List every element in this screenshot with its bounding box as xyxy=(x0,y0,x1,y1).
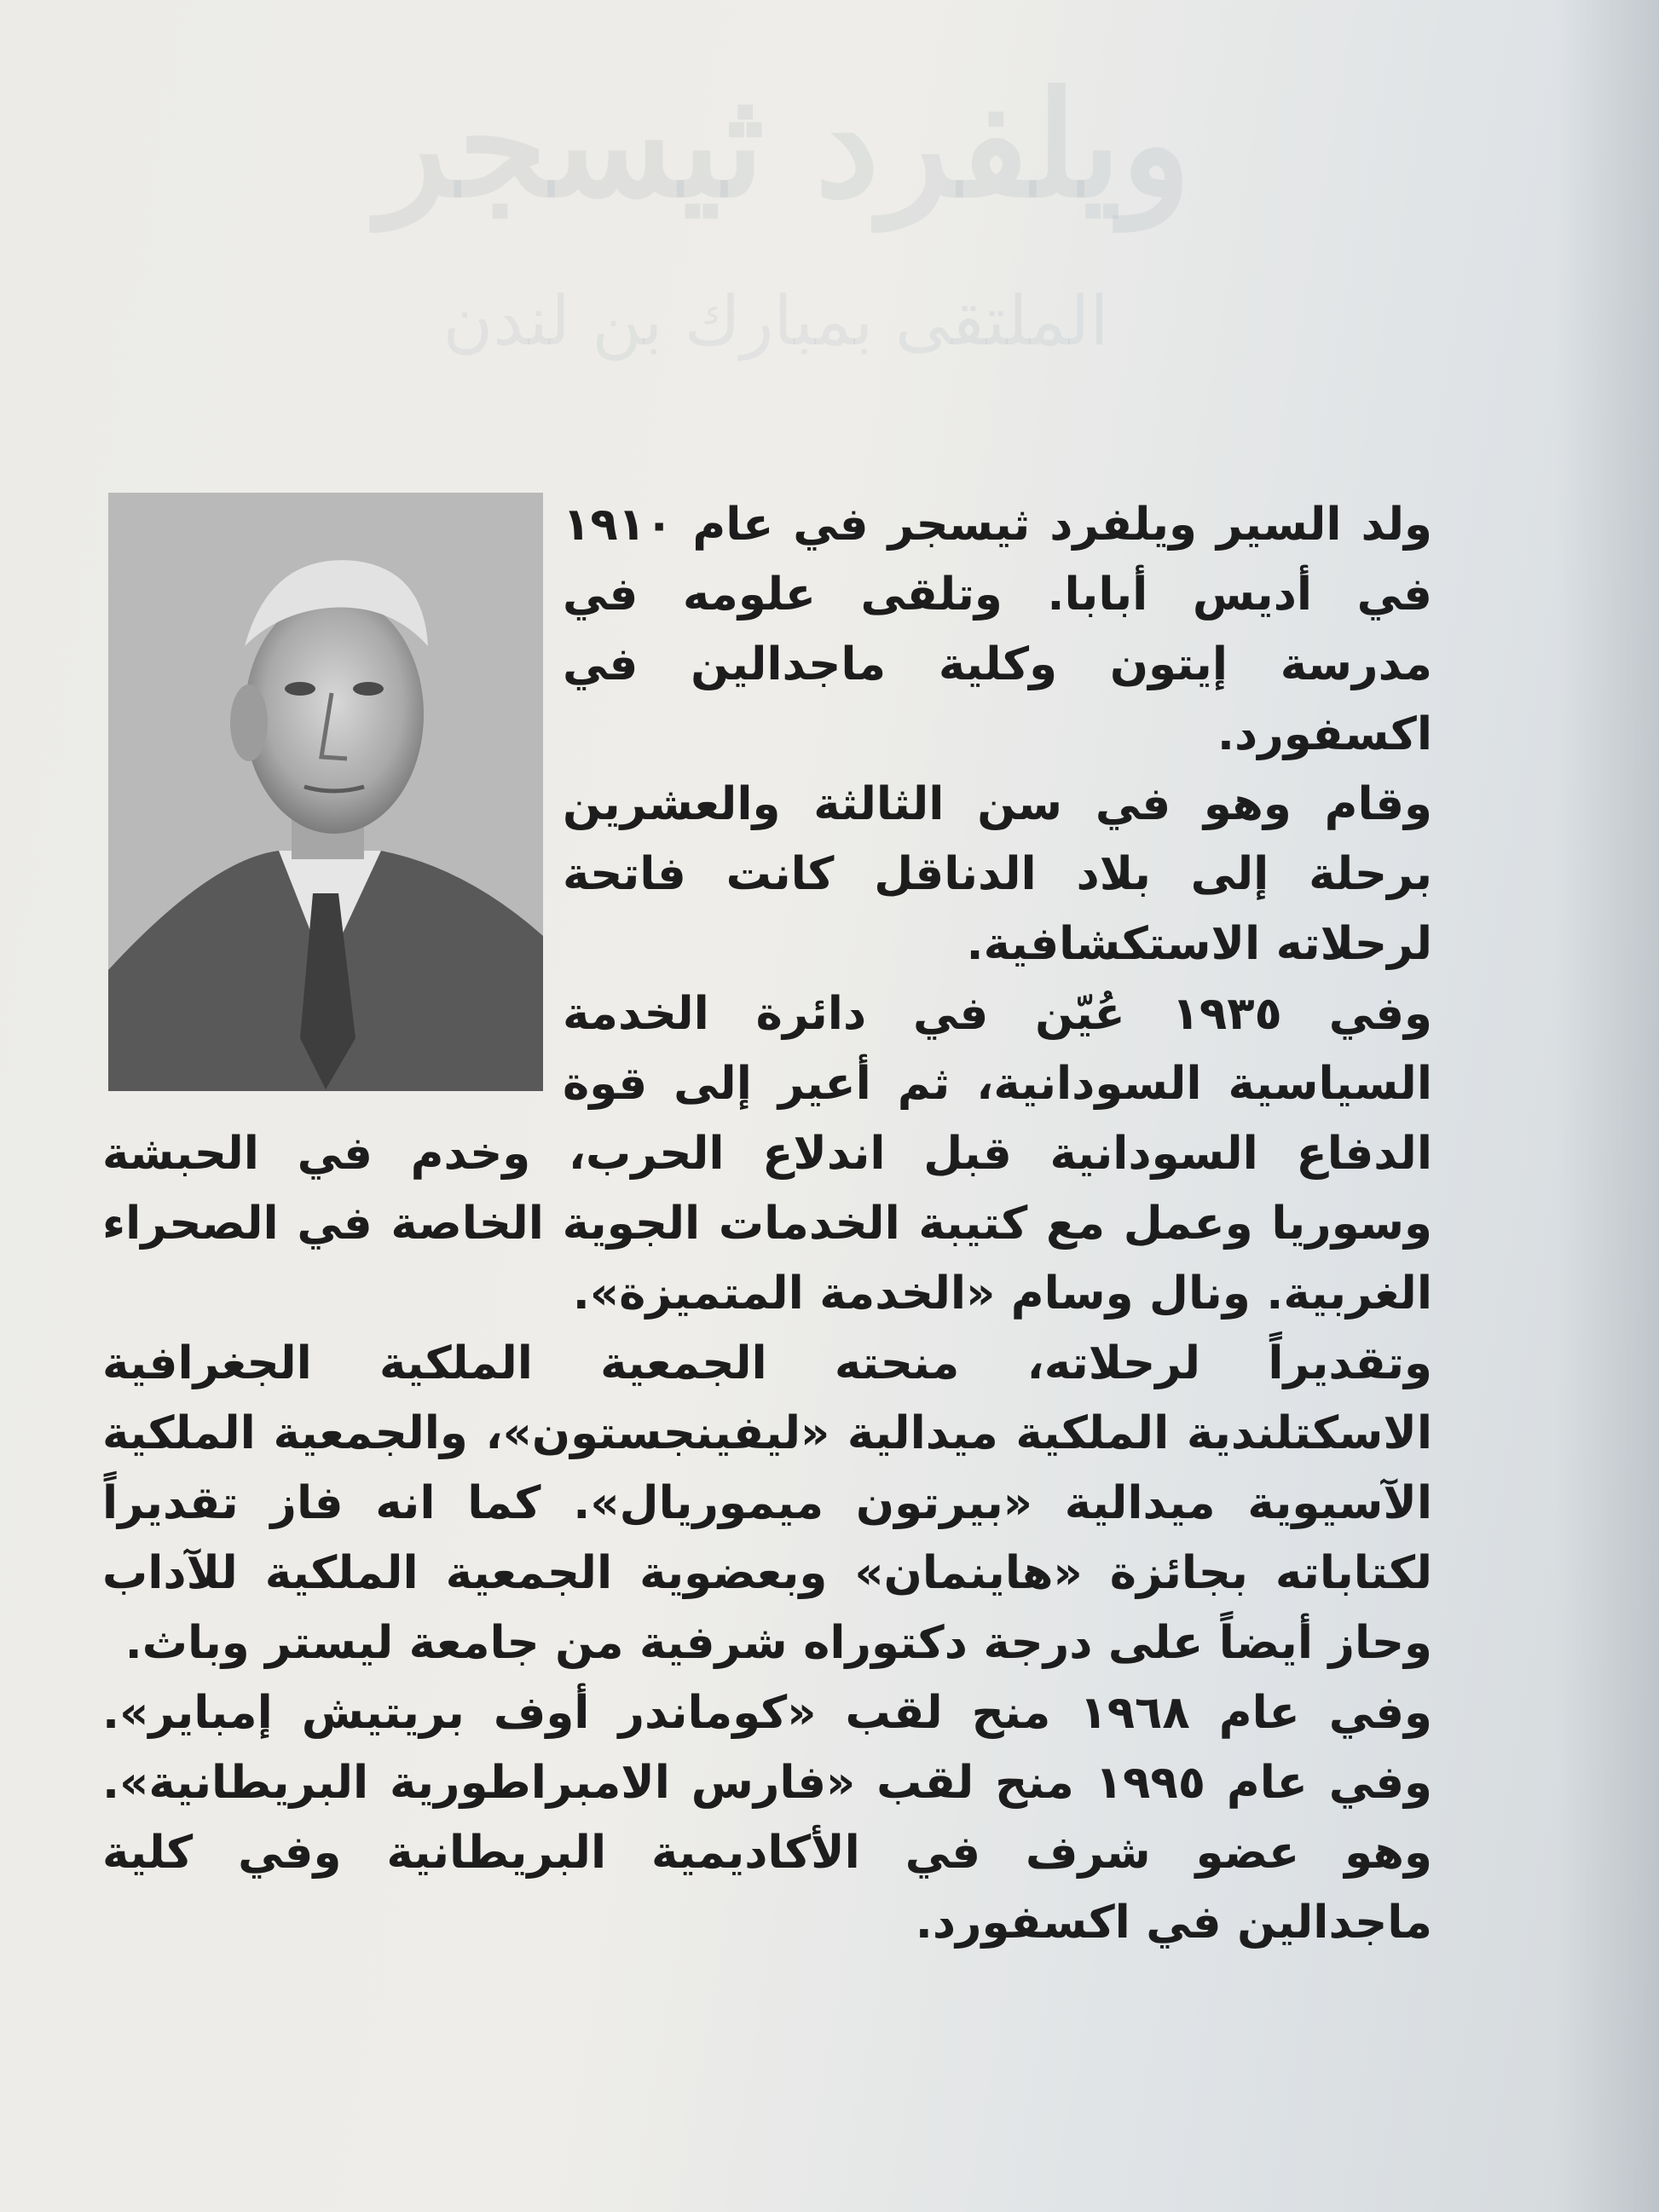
bio-paragraph-titles: وفي عام ١٩٦٨ منح لقب «كوماندر أوف بريتيش إمباير». وفي عام ١٩٩٥ منح لقب «فارس الامبراطورية البريطانية». وهو عضو شرف في الأكاديمية البريطانية وفي كلية ماجدالين في اكسفورد. xyxy=(102,1687,1433,1949)
bio-paragraph-birth: ولد السير ويلفرد ثيسجر في عام ١٩١٠ في أديس أبابا. وتلقى علومه في مدرسة إيتون وكلية ماجدالين في اكسفورد. xyxy=(563,499,1432,760)
portrait-float-space xyxy=(102,490,563,1112)
watermark-title: ويلفرد ثيسجر xyxy=(377,60,1192,230)
bio-paragraph-journey: وقام وهو في سن الثالثة والعشرين برحلة إلى بلاد الدناقل كانت فاتحة لرحلاته الاستكشافية. xyxy=(563,778,1432,970)
bio-paragraph-service: وفي ١٩٣٥ عُيّن في دائرة الخدمة السياسية السودانية، ثم أعير إلى قوة الدفاع السودانية قبل اندلاع الحرب، وخدم في الحبشة وسوريا وعمل مع كتيبة الخدمات الجوية الخاصة في الصحراء الغربية. ونال وسام «الخدمة المتميزة». xyxy=(102,988,1432,1320)
biography-text xyxy=(102,490,1432,2110)
bio-paragraph-honours: وتقديراً لرحلاته، منحته الجمعية الملكية الجغرافية الاسكتلندية الملكية ميدالية «ليفينجستون»، والجمعية الملكية الآسيوية ميدالية «بيرتون ميموريال». كما انه فاز تقديراً لكتاباته بجائزة «هاينمان» وبعضوية الجمعية الملكية للآداب وحاز أيضاً على درجة دكتوراه شرفية من جامعة ليستر وباث. xyxy=(102,1337,1432,1669)
page-edge-shadow xyxy=(1557,0,1659,2212)
watermark-subtitle: الملتقى بمبارك بن لندن xyxy=(442,281,1109,361)
